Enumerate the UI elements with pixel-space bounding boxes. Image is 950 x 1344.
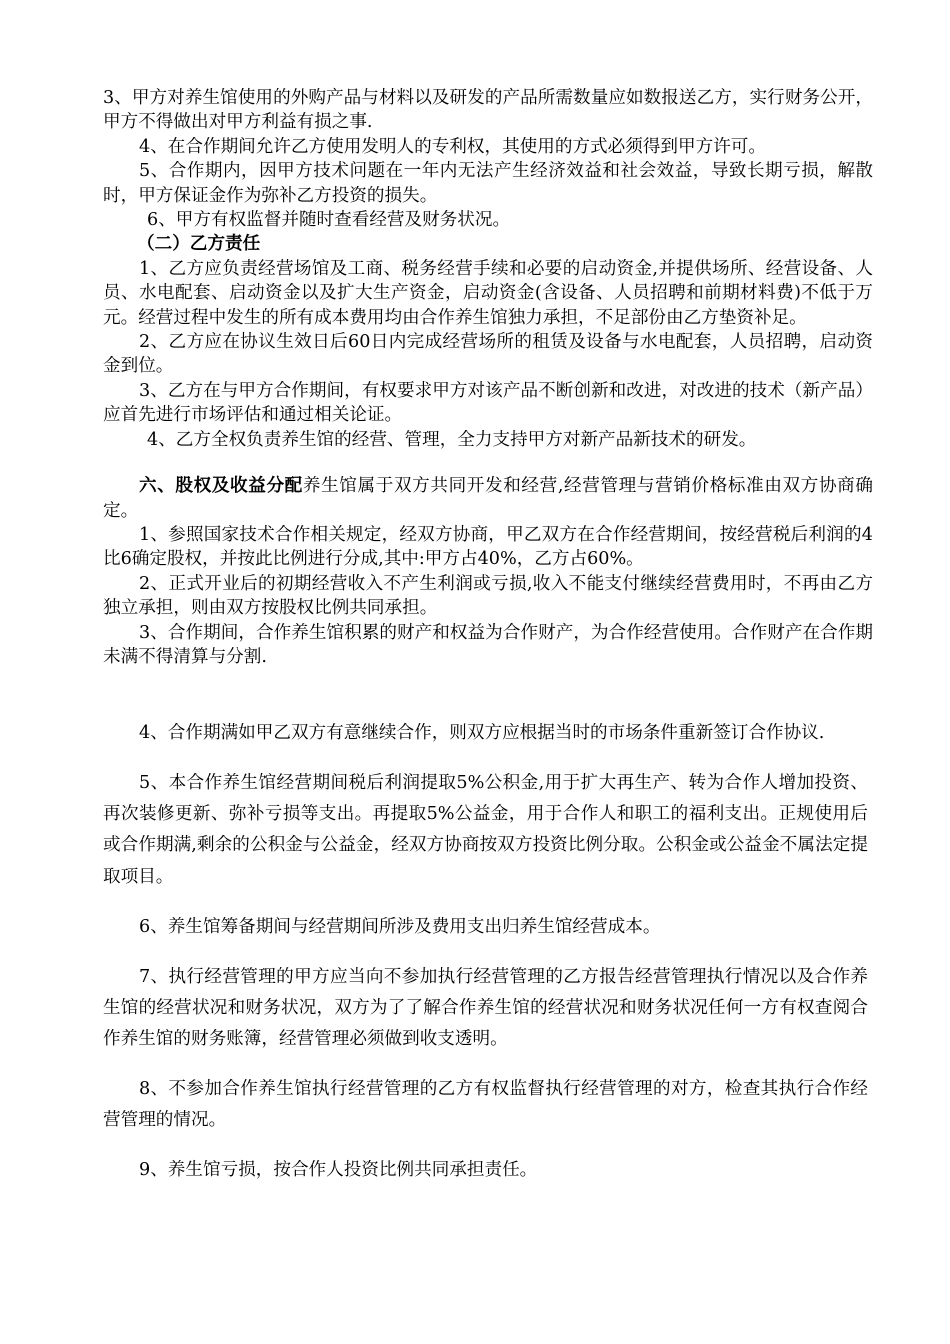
section6-intro xyxy=(103,474,873,523)
dense-text-block xyxy=(103,86,873,669)
yi-duty-4: 4、乙方全权负责养生馆的经营、管理，全力支持甲方对新产品新技术的研发。 xyxy=(147,429,757,450)
section6-item-3: 3、合作期间，合作养生馆积累的财产和权益为合作财产，为合作经营使用。合作财产在合作期未满不得清算与分割. xyxy=(103,622,873,667)
jia-duty-3: 3、甲方对养生馆使用的外购产品与材料以及研发的产品所需数量应如数报送乙方，实行财务公开，甲方不得做出对甲方利益有损之事. xyxy=(103,88,873,133)
section6-item-8: 8、不参加合作养生馆执行经营管理的乙方有权监督执行经营管理的对方，检查其执行合作经营管理的情况。 xyxy=(103,1079,868,1131)
section6-item-2: 2、正式开业后的初期经营收入不产生利润或亏损,收入不能支付继续经营费用时，不再由乙方独立承担，则由双方按股权比例共同承担。 xyxy=(103,573,873,619)
loose-text-block xyxy=(103,718,868,1205)
section6-item-4: 4、合作期满如甲乙双方有意继续合作，则双方应根据当时的市场条件重新签订合作协议. xyxy=(139,723,825,743)
jia-duty-4: 4、在合作期间允许乙方使用发明人的专利权，其使用的方式必须得到甲方许可。 xyxy=(139,136,766,157)
jia-duty-6: 6、甲方有权监督并随时查看经营及财务状况。 xyxy=(147,210,511,231)
section6-item-7: 7、执行经营管理的甲方应当向不参加执行经营管理的乙方报告经营管理执行情况以及合作养生馆的经营状况和财务状况，双方为了了解合作养生馆的经营状况和财务状况任何一方有权查阅合作养生馆的财务账簿，经营管理必须做到收支透明。 xyxy=(103,966,868,1050)
jia-duty-5: 5、合作期内，因甲方技术问题在一年内无法产生经济效益和社会效益，导致长期亏损，解散时，甲方保证金作为弥补乙方投资的损失。 xyxy=(103,161,873,206)
yi-duty-2: 2、乙方应在协议生效日后60日内完成经营场所的租赁及设备与水电配套，人员招聘，启动资金到位。 xyxy=(103,332,873,377)
section6-item-1: 1、参照国家技术合作相关规定，经双方协商，甲乙双方在合作经营期间，按经营税后利润的4比6确定股权，并按此比例进行分成,其中:甲方占40%，乙方占60%。 xyxy=(103,524,873,570)
yi-duty-3: 3、乙方在与甲方合作期间，有权要求甲方对该产品不断创新和改进，对改进的技术（新产品）应首先进行市场评估和通过相关论证。 xyxy=(103,380,873,426)
yi-duty-1: 1、乙方应负责经营场馆及工商、税务经营手续和必要的启动资金,并提供场所、经营设备、人员、水电配套、启动资金以及扩大生产资金，启动资金(含设备、人员招聘和前期材料费)不低于万元。经营过程中发生的所有成本费用均由合作养生馆独力承担，不足部份由乙方垫资补足。 xyxy=(103,258,873,328)
paragraph-gap xyxy=(103,452,873,474)
section6-item-9: 9、养生馆亏损，按合作人投资比例共同承担责任。 xyxy=(139,1160,538,1181)
section6-intro-text: 养生馆属于双方共同开发和经营,经营管理与营销价格标准由双方协商确定。 xyxy=(103,476,873,521)
section6-title: 六、股权及收益分配 xyxy=(139,475,303,497)
section6-item-6: 6、养生馆筹备期间与经营期间所涉及费用支出归养生馆经营成本。 xyxy=(139,916,661,937)
section6-item-5: 5、本合作养生馆经营期间税后利润提取5%公积金,用于扩大再生产、转为合作人增加投资、再次装修更新、弥补亏损等支出。再提取5%公益金，用于合作人和职工的福利支出。正规使用后或合作期满,剩余的公积金与公益金，经双方协商按双方投资比例分取。公积金或公益金不属法定提取项目。 xyxy=(103,773,868,887)
yi-heading: （二）乙方责任 xyxy=(137,233,261,255)
